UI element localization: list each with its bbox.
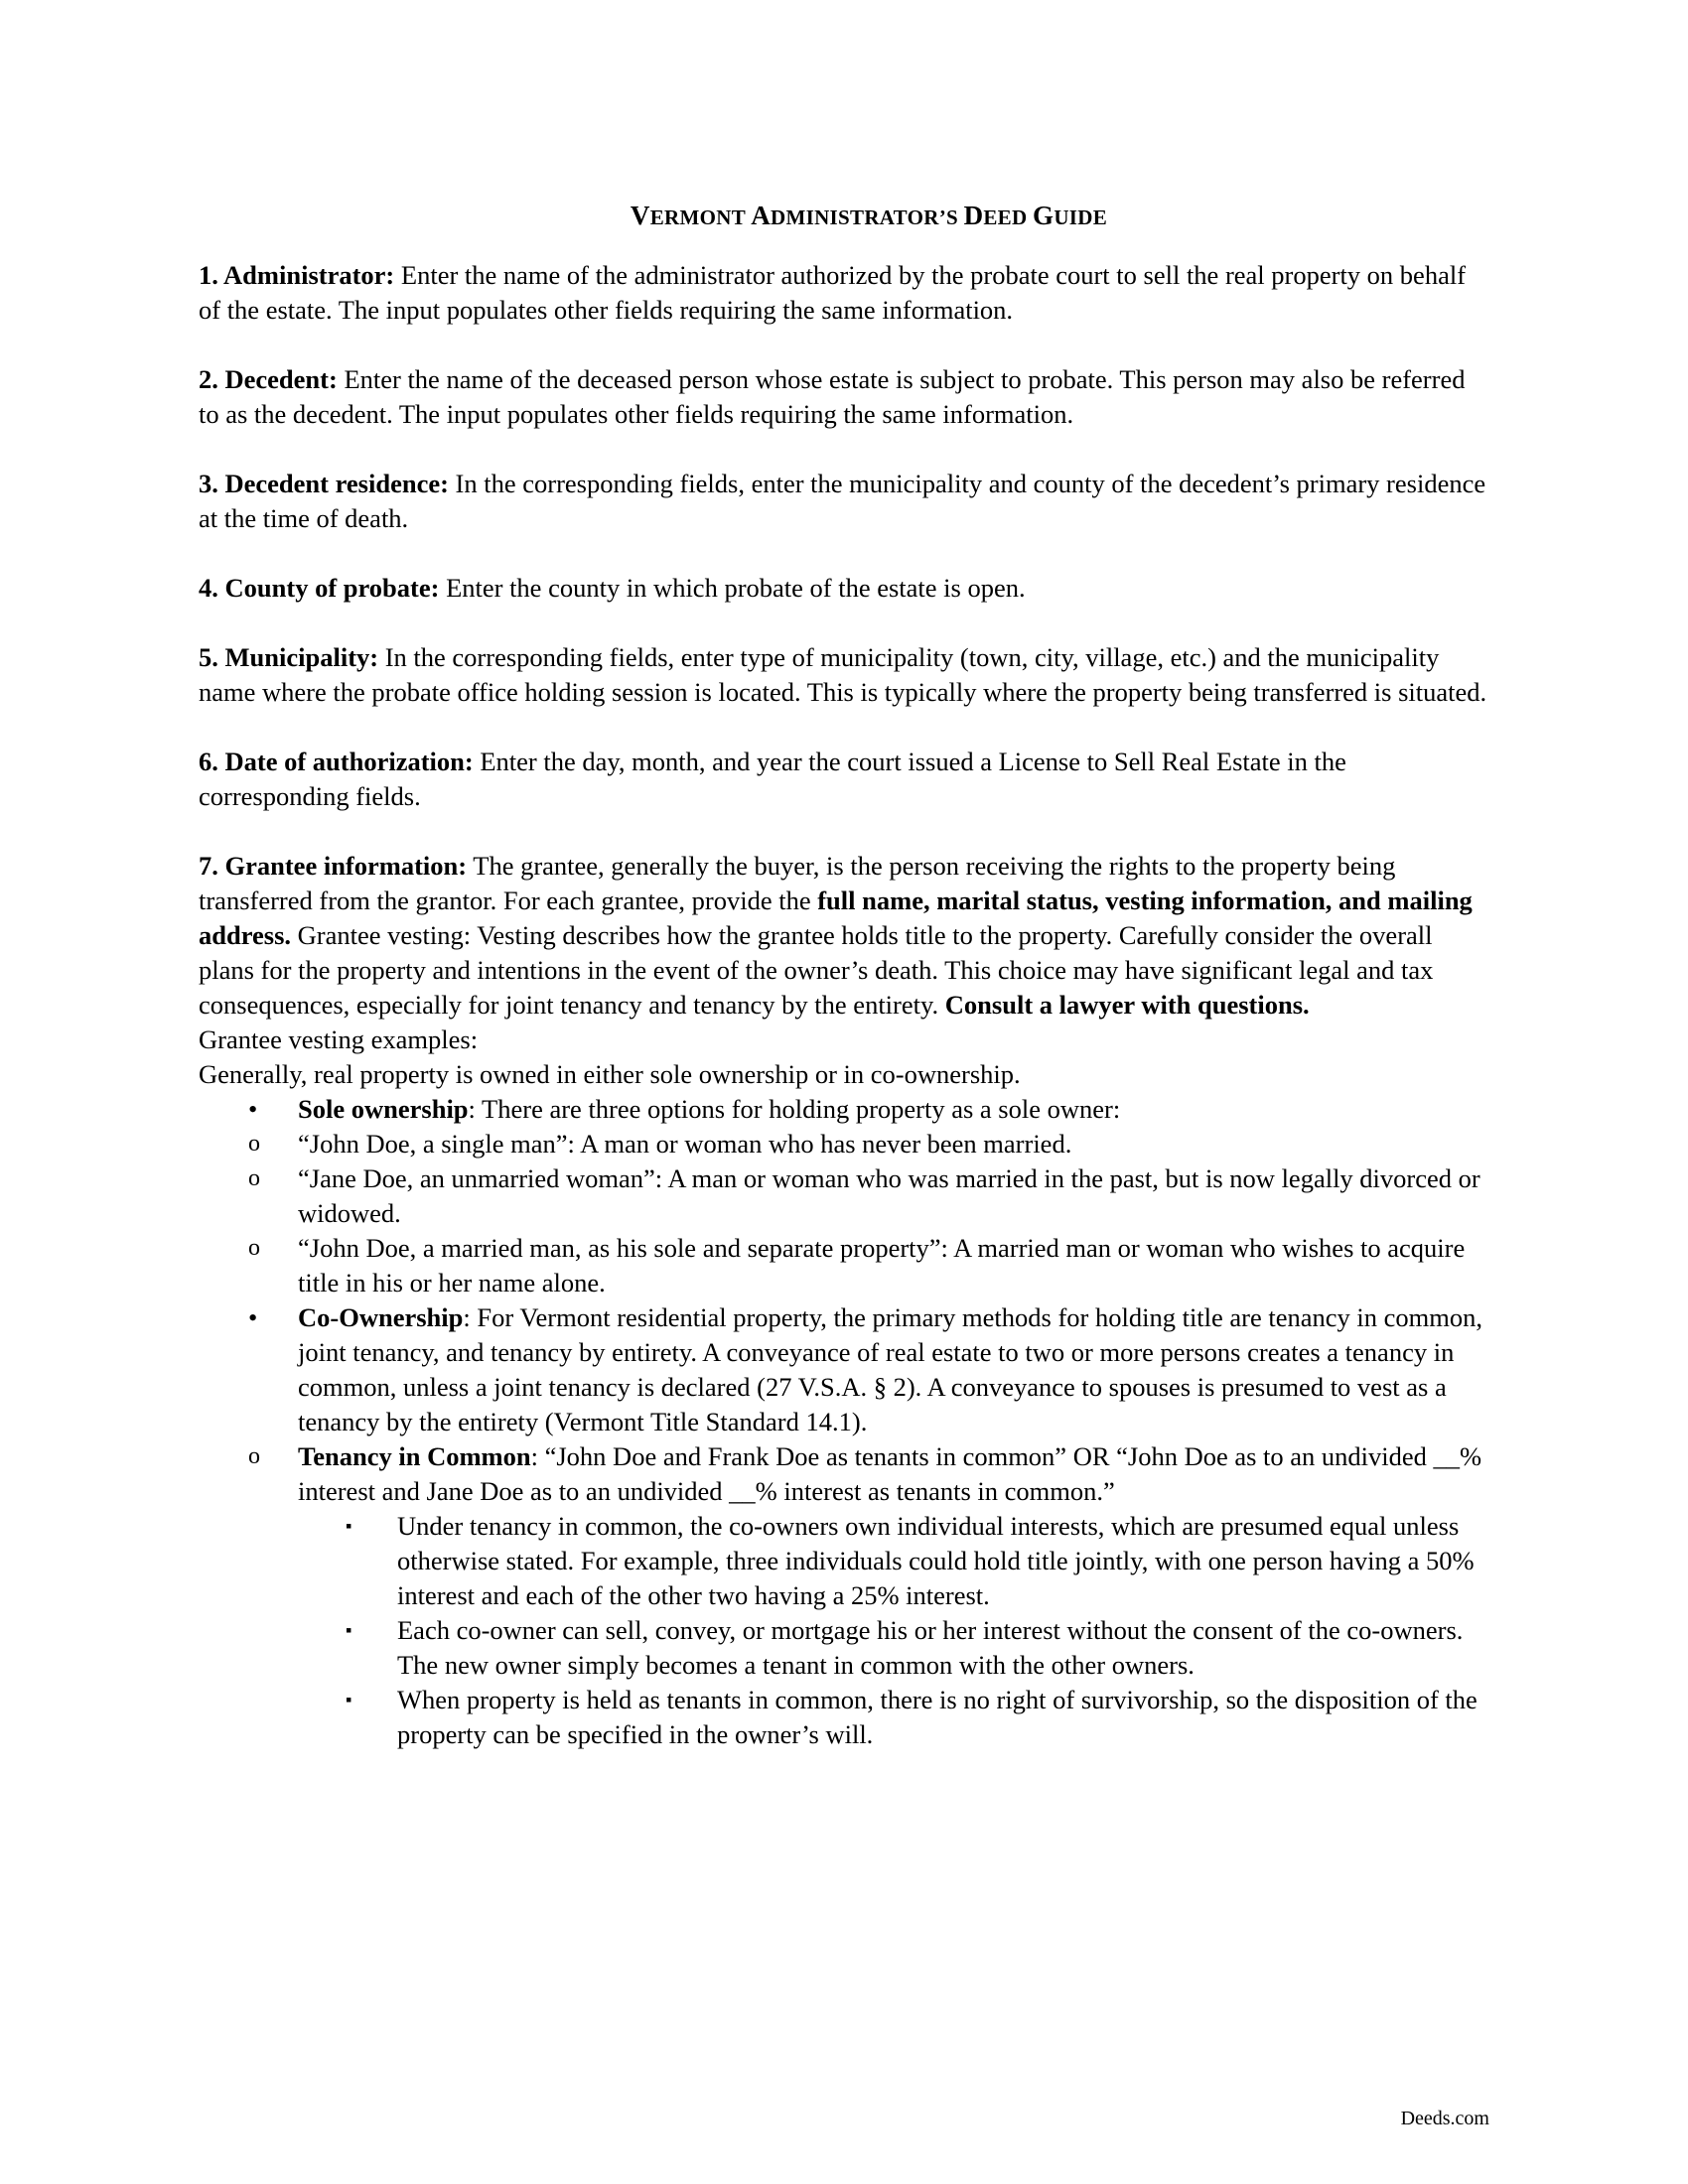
list-item-text: Each co-owner can sell, convey, or mortgage his or her interest without the consent of the co-owners. The new owner simply becomes a tenant in common with the other owners. xyxy=(397,1615,1464,1680)
list-item-text: : There are three options for holding property as a sole owner: xyxy=(468,1094,1121,1124)
section-label: 3. Decedent residence: xyxy=(199,469,449,498)
list-item-co-ownership xyxy=(199,1300,1489,1752)
section-label: 7. Grantee information: xyxy=(199,851,468,881)
list-item-text: “Jane Doe, an unmarried woman”: A man or woman who was married in the past, but is now legally divorced or widowed. xyxy=(298,1163,1480,1228)
list-item xyxy=(298,1683,1489,1752)
list-item-sole-ownership xyxy=(199,1092,1489,1300)
title-part: UIDE xyxy=(1054,205,1108,229)
document-body xyxy=(199,199,1489,1752)
title-part: V xyxy=(630,201,650,230)
section-decedent xyxy=(199,362,1489,432)
bullet-icon: • xyxy=(248,1302,258,1332)
section-label: 6. Date of authorization: xyxy=(199,747,474,776)
section-administrator xyxy=(199,258,1489,328)
circle-bullet-icon: o xyxy=(248,1131,260,1157)
list-item-text: : For Vermont residential property, the primary methods for holding title are tenancy in common, joint tenancy, and tenancy by entirety. A conveyance of real estate to two or more persons creates a tenancy in common, unless a joint tenancy is declared (27 V.S.A. § 2). A conveyance to spouses is presumed to vest as a tenancy by the entirety (Vermont Title Standard 14.1). xyxy=(298,1302,1483,1436)
title-part: A xyxy=(751,201,772,230)
list-item-text: : “John Doe and Frank Doe as tenants in common” OR “John Doe as to an undivided __% interest and Jane Doe as to an undivided __% interest as tenants in common.” xyxy=(298,1441,1482,1506)
circle-bullet-icon: o xyxy=(248,1235,260,1261)
list-item xyxy=(298,1613,1489,1683)
section-text: Grantee vesting: Vesting describes how the grantee holds title to the property. Carefully consider the overall plans for the property and intentions in the event of the owner’s death. This choice may have significant legal and tax consequences, especially for joint tenancy and tenancy by the entirety. xyxy=(199,920,1434,1020)
list-item-text: “John Doe, a married man, as his sole and separate property”: A married man or woman who wishes to acquire title in his or her name alone. xyxy=(298,1233,1466,1297)
list-item-label: Co-Ownership xyxy=(298,1302,464,1332)
list-item-text: When property is held as tenants in common, there is no right of survivorship, so the disposition of the property can be specified in the owner’s will. xyxy=(397,1685,1477,1749)
sole-ownership-options xyxy=(248,1127,1489,1300)
section-bold-text: full name, marital status, vesting information, and mailing address. xyxy=(199,886,1473,950)
circle-bullet-icon: o xyxy=(248,1443,260,1469)
ownership-list xyxy=(199,1092,1489,1752)
bullet-icon: • xyxy=(248,1094,258,1124)
section-label: 2. Decedent: xyxy=(199,364,338,394)
section-text: Enter the name of the deceased person whose estate is subject to probate. This person may also be referred to as the decedent. The input populates other fields requiring the same information. xyxy=(199,364,1466,429)
circle-bullet-icon: o xyxy=(248,1165,260,1191)
section-date-of-authorization xyxy=(199,745,1489,814)
section-text: Enter the county in which probate of the estate is open. xyxy=(439,573,1026,603)
list-item-label: Tenancy in Common xyxy=(298,1441,531,1471)
section-bold-text: Consult a lawyer with questions. xyxy=(944,990,1310,1020)
title-part: D xyxy=(963,201,984,230)
square-bullet-icon: ▪ xyxy=(346,1516,352,1536)
co-ownership-options xyxy=(248,1439,1489,1752)
list-item xyxy=(199,1127,1489,1161)
section-municipality xyxy=(199,640,1489,710)
section-text: Enter the day, month, and year the court issued a License to Sell Real Estate in the corresponding fields. xyxy=(199,747,1346,811)
tenancy-in-common-details xyxy=(298,1509,1489,1752)
vesting-examples-intro: Generally, real property is owned in either sole ownership or in co-ownership. xyxy=(199,1059,1021,1089)
list-item-tenancy-in-common xyxy=(199,1439,1489,1752)
footer-brand: Deeds.com xyxy=(1400,2108,1489,2129)
list-item-label: Sole ownership xyxy=(298,1094,469,1124)
page-title xyxy=(199,199,1489,235)
list-item xyxy=(199,1161,1489,1231)
section-label: 4. County of probate: xyxy=(199,573,440,603)
section-label: 5. Municipality: xyxy=(199,642,379,672)
list-item-text: “John Doe, a single man”: A man or woman who has never been married. xyxy=(298,1129,1072,1159)
square-bullet-icon: ▪ xyxy=(346,1620,352,1640)
list-item xyxy=(298,1509,1489,1613)
section-label: 1. Administrator: xyxy=(199,260,395,290)
square-bullet-icon: ▪ xyxy=(346,1690,352,1709)
list-item xyxy=(199,1231,1489,1300)
section-county-of-probate xyxy=(199,571,1489,606)
section-decedent-residence xyxy=(199,467,1489,536)
section-text: Enter the name of the administrator authorized by the probate court to sell the real property on behalf of the estate. The input populates other fields requiring the same information. xyxy=(199,260,1467,325)
section-text: The grantee, generally the buyer, is the person receiving the rights to the property being transferred from the grantor. For each grantee, provide the xyxy=(199,851,1396,915)
title-part: ERMONT xyxy=(649,205,746,229)
section-grantee-information xyxy=(199,849,1489,1023)
vesting-examples-heading: Grantee vesting examples: xyxy=(199,1024,479,1054)
title-part: G xyxy=(1033,201,1055,230)
title-part: DMINISTRATOR’S xyxy=(771,205,958,229)
section-text: In the corresponding fields, enter type of municipality (town, city, village, etc.) and the municipality name where the probate office holding session is located. This is typically where the property being transferred is situated. xyxy=(199,642,1487,707)
section-text: In the corresponding fields, enter the municipality and county of the decedent’s primary residence at the time of death. xyxy=(199,469,1486,533)
title-part: EED xyxy=(983,205,1028,229)
list-item-text: Under tenancy in common, the co-owners own individual interests, which are presumed equal unless otherwise stated. For example, three individuals could hold title jointly, with one person having a 50% interest and each of the other two having a 25% interest. xyxy=(397,1511,1475,1610)
